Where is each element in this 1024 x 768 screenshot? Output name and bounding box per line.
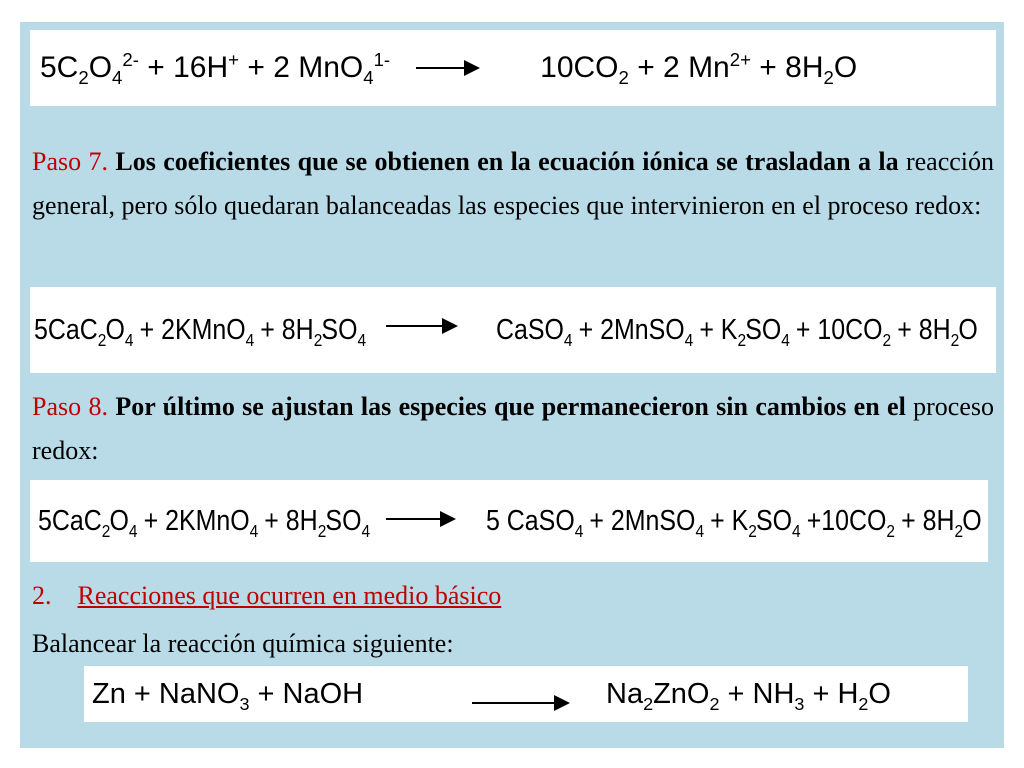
eq-text: + NH xyxy=(719,677,795,710)
eq-text: + K xyxy=(692,313,738,346)
eq-subscript: 2 xyxy=(643,693,654,714)
eq-subscript: 2 xyxy=(858,693,869,714)
eq-subscript: 2 xyxy=(618,67,629,88)
instruction-line: Balancear la reacción química siguiente: xyxy=(32,629,454,658)
eq-subscript: 2 xyxy=(823,67,834,88)
eq-text: 5CaC xyxy=(38,504,102,537)
eq-subscript: 2 xyxy=(78,67,89,88)
basic-medium-equation-box xyxy=(84,666,968,722)
reaction-arrow-icon xyxy=(472,702,568,704)
eq-subscript: 2 xyxy=(101,520,110,541)
balanced-equation-products xyxy=(486,504,982,541)
section-heading xyxy=(32,574,932,618)
eq-text: O xyxy=(868,677,891,710)
eq-subscript: 2 xyxy=(882,329,891,350)
eq-subscript: 3 xyxy=(794,693,805,714)
general-equation-box xyxy=(30,287,996,373)
eq-text: 5 CaSO xyxy=(486,504,575,537)
paso-7-label: Paso 7. xyxy=(32,147,108,176)
eq-subscript: 2 xyxy=(313,329,322,350)
ionic-equation-reactants xyxy=(40,49,391,88)
eq-subscript: 4 xyxy=(695,520,704,541)
paso-8-paragraph xyxy=(32,385,994,473)
eq-text: + 8H xyxy=(257,504,318,537)
eq-subscript: 4 xyxy=(357,329,366,350)
eq-subscript: 4 xyxy=(792,520,800,541)
eq-text: 5C xyxy=(40,51,79,84)
balanced-equation-box xyxy=(30,480,988,562)
eq-charge: + xyxy=(228,49,240,70)
eq-text: + 16H xyxy=(138,51,229,84)
eq-text: + 8H xyxy=(894,504,955,537)
ionic-equation-products xyxy=(540,49,858,88)
reaction-arrow-icon xyxy=(386,518,454,520)
eq-text: ZnO xyxy=(653,677,710,710)
eq-text: 5CaC xyxy=(34,313,98,346)
eq-subscript: 4 xyxy=(361,520,370,541)
ionic-equation-box xyxy=(30,30,996,106)
eq-charge: 2+ xyxy=(729,49,751,70)
eq-subscript: 2 xyxy=(950,329,959,350)
paso-8-bold-text: Por último se ajustan las especies que permanecieron sin cambios en el xyxy=(107,392,906,421)
paso-7-bold-text: Los coeficientes que se obtienen en la ecuación iónica se trasladan a la xyxy=(108,147,899,176)
eq-subscript: 2 xyxy=(317,520,326,541)
eq-text: CaSO xyxy=(496,313,564,346)
eq-text: + 2KMnO xyxy=(136,504,250,537)
paso-7-text: reacción general, pero sólo quedaran balanceadas las especies que intervinieron en el proceso redox: xyxy=(32,147,994,220)
eq-subscript: 4 xyxy=(574,520,583,541)
eq-text: + 2KMnO xyxy=(132,313,246,346)
eq-text: + 2MnSO xyxy=(582,504,696,537)
eq-text: O xyxy=(962,504,982,537)
eq-text: SO xyxy=(325,504,362,537)
eq-text: + K xyxy=(703,504,749,537)
eq-subscript: 4 xyxy=(563,329,572,350)
eq-charge: 1- xyxy=(373,49,391,70)
eq-subscript: 2 xyxy=(709,693,720,714)
eq-text: + 8H xyxy=(253,313,314,346)
eq-subscript: 2 xyxy=(97,329,106,350)
eq-text: + 2MnSO xyxy=(571,313,685,346)
eq-subscript: 4 xyxy=(245,329,254,350)
eq-text: + 8H xyxy=(890,313,951,346)
eq-charge: 2- xyxy=(122,49,139,70)
reaction-arrow-icon xyxy=(416,67,478,69)
eq-text: SO xyxy=(755,504,793,537)
eq-text: Zn + NaNO xyxy=(92,677,240,710)
eq-subscript: 3 xyxy=(239,693,250,714)
eq-text: + 2 MnO xyxy=(239,51,364,84)
eq-text: O xyxy=(105,313,125,346)
basic-equation-products xyxy=(606,677,891,714)
eq-text: +10CO xyxy=(799,504,887,537)
eq-text: O xyxy=(88,51,113,84)
eq-subscript: 4 xyxy=(112,67,123,88)
eq-subscript: 4 xyxy=(124,329,133,350)
section-title: Reacciones que ocurren en medio básico xyxy=(77,581,502,610)
eq-subscript: 4 xyxy=(128,520,137,541)
eq-text: O xyxy=(833,51,858,84)
paso-7-paragraph xyxy=(32,140,994,228)
eq-text: + 2 Mn xyxy=(628,51,730,84)
basic-equation-reactants xyxy=(92,677,364,714)
eq-subscript: 4 xyxy=(781,329,789,350)
eq-subscript: 2 xyxy=(886,520,895,541)
eq-subscript: 4 xyxy=(684,329,693,350)
paso-8-text: proceso redox: xyxy=(32,392,994,465)
eq-text: SO xyxy=(321,313,358,346)
eq-text: + 8H xyxy=(750,51,824,84)
eq-text: + NaOH xyxy=(249,677,364,710)
instruction-text xyxy=(32,622,932,666)
balanced-equation-reactants xyxy=(38,504,370,541)
eq-subscript: 2 xyxy=(748,520,756,541)
eq-subscript: 4 xyxy=(363,67,374,88)
eq-text: SO xyxy=(745,313,782,346)
eq-text: O xyxy=(109,504,129,537)
eq-subscript: 2 xyxy=(954,520,963,541)
section-number: 2. xyxy=(32,581,52,610)
eq-subscript: 2 xyxy=(737,329,746,350)
eq-subscript: 4 xyxy=(249,520,258,541)
eq-text: + 10CO xyxy=(788,313,883,346)
reaction-arrow-icon xyxy=(386,325,456,327)
paso-8-label: Paso 8. xyxy=(32,392,108,421)
general-equation-reactants xyxy=(34,313,366,350)
eq-text: Na xyxy=(606,677,644,710)
eq-text: + H xyxy=(804,677,859,710)
eq-text: O xyxy=(958,313,978,346)
general-equation-products xyxy=(496,313,978,350)
eq-text: 10CO xyxy=(540,51,619,84)
